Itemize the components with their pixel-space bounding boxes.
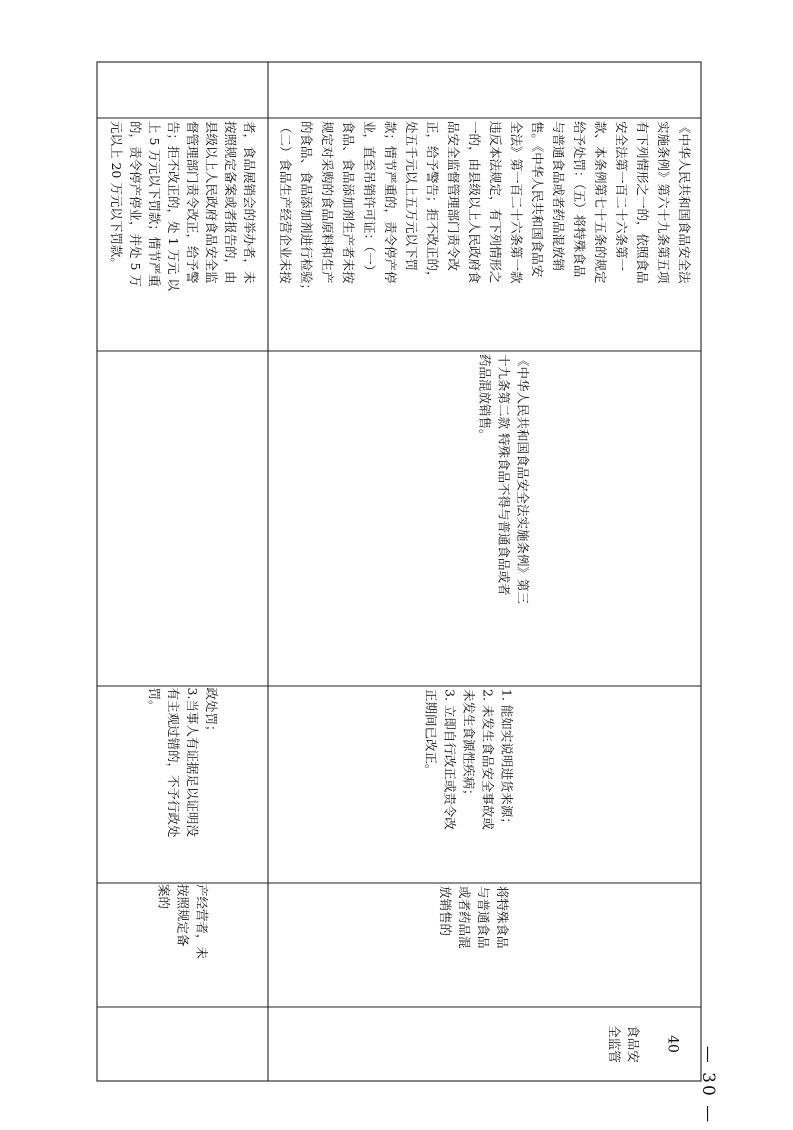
item-cell: 将特殊食品 与普通食品 或者药品混 放销售的 (438, 886, 510, 949)
basis-cell: 《中华人民共和国食品安全法实施条例》第三 十九条第二款 特殊食品不得与普通食品或者 药品混放销售。 (477, 353, 531, 604)
penalty-cell: 《中华人民共和国食品安全法 实施条例》第六十九条第五项 有下列情形之一的，依照食品 安全法第一百二十六条第一 款、本条例第七十五条的规定 给予处罚：（五）将特殊食品 与普通食品或者药品混放销 售。《中华人民共和国食品安 全法》第一百二十六条第一款 违反本法规定，有下列情形之 一的，由县级以上人民政府食 品安全监督管理部门责令改 正，给予警告；拒不改正的， 处五千元以上五万元以下罚 款；情节严重的，责令停产停 业，直至吊销许可证：（一） 食品、食品添加剂生产者未按 规定对采购的食品原料和生产 的食品、食品添加剂进行检验； （二）食品生产经营企业未按 (277, 120, 692, 296)
prev-row-col3: 产经营者，未 按照规定备 案的 (156, 884, 209, 960)
conditions-cell: 1. 能如实说明进货来源； 2. 未发生食品安全事故或 未发生食源性疾病； 3. 立即自行改正或责令改 正期间已改正。 (423, 688, 515, 830)
prev-row-col6: 者，食品展销会的举办者，未 按照规定备案或者报告的，由 县级以上人民政府食品安全监 督管理部门责令改正，给予警 告；拒不改正的，处 1 万元 以 上 5 万元以下罚款；情节严重 的，责令停产停业，并处 5 万 元以上 20 万元以下罚款。 (108, 120, 257, 291)
prev-row-col4: 政处罚； 3.当事人有证据足以证明没 有主观过错的，不予行政处 罚。 (146, 687, 219, 838)
category-cell: 食品安 全监管 (607, 1025, 641, 1063)
row-number: 40 (664, 1035, 681, 1053)
page-number: — 30 — (698, 1045, 718, 1125)
